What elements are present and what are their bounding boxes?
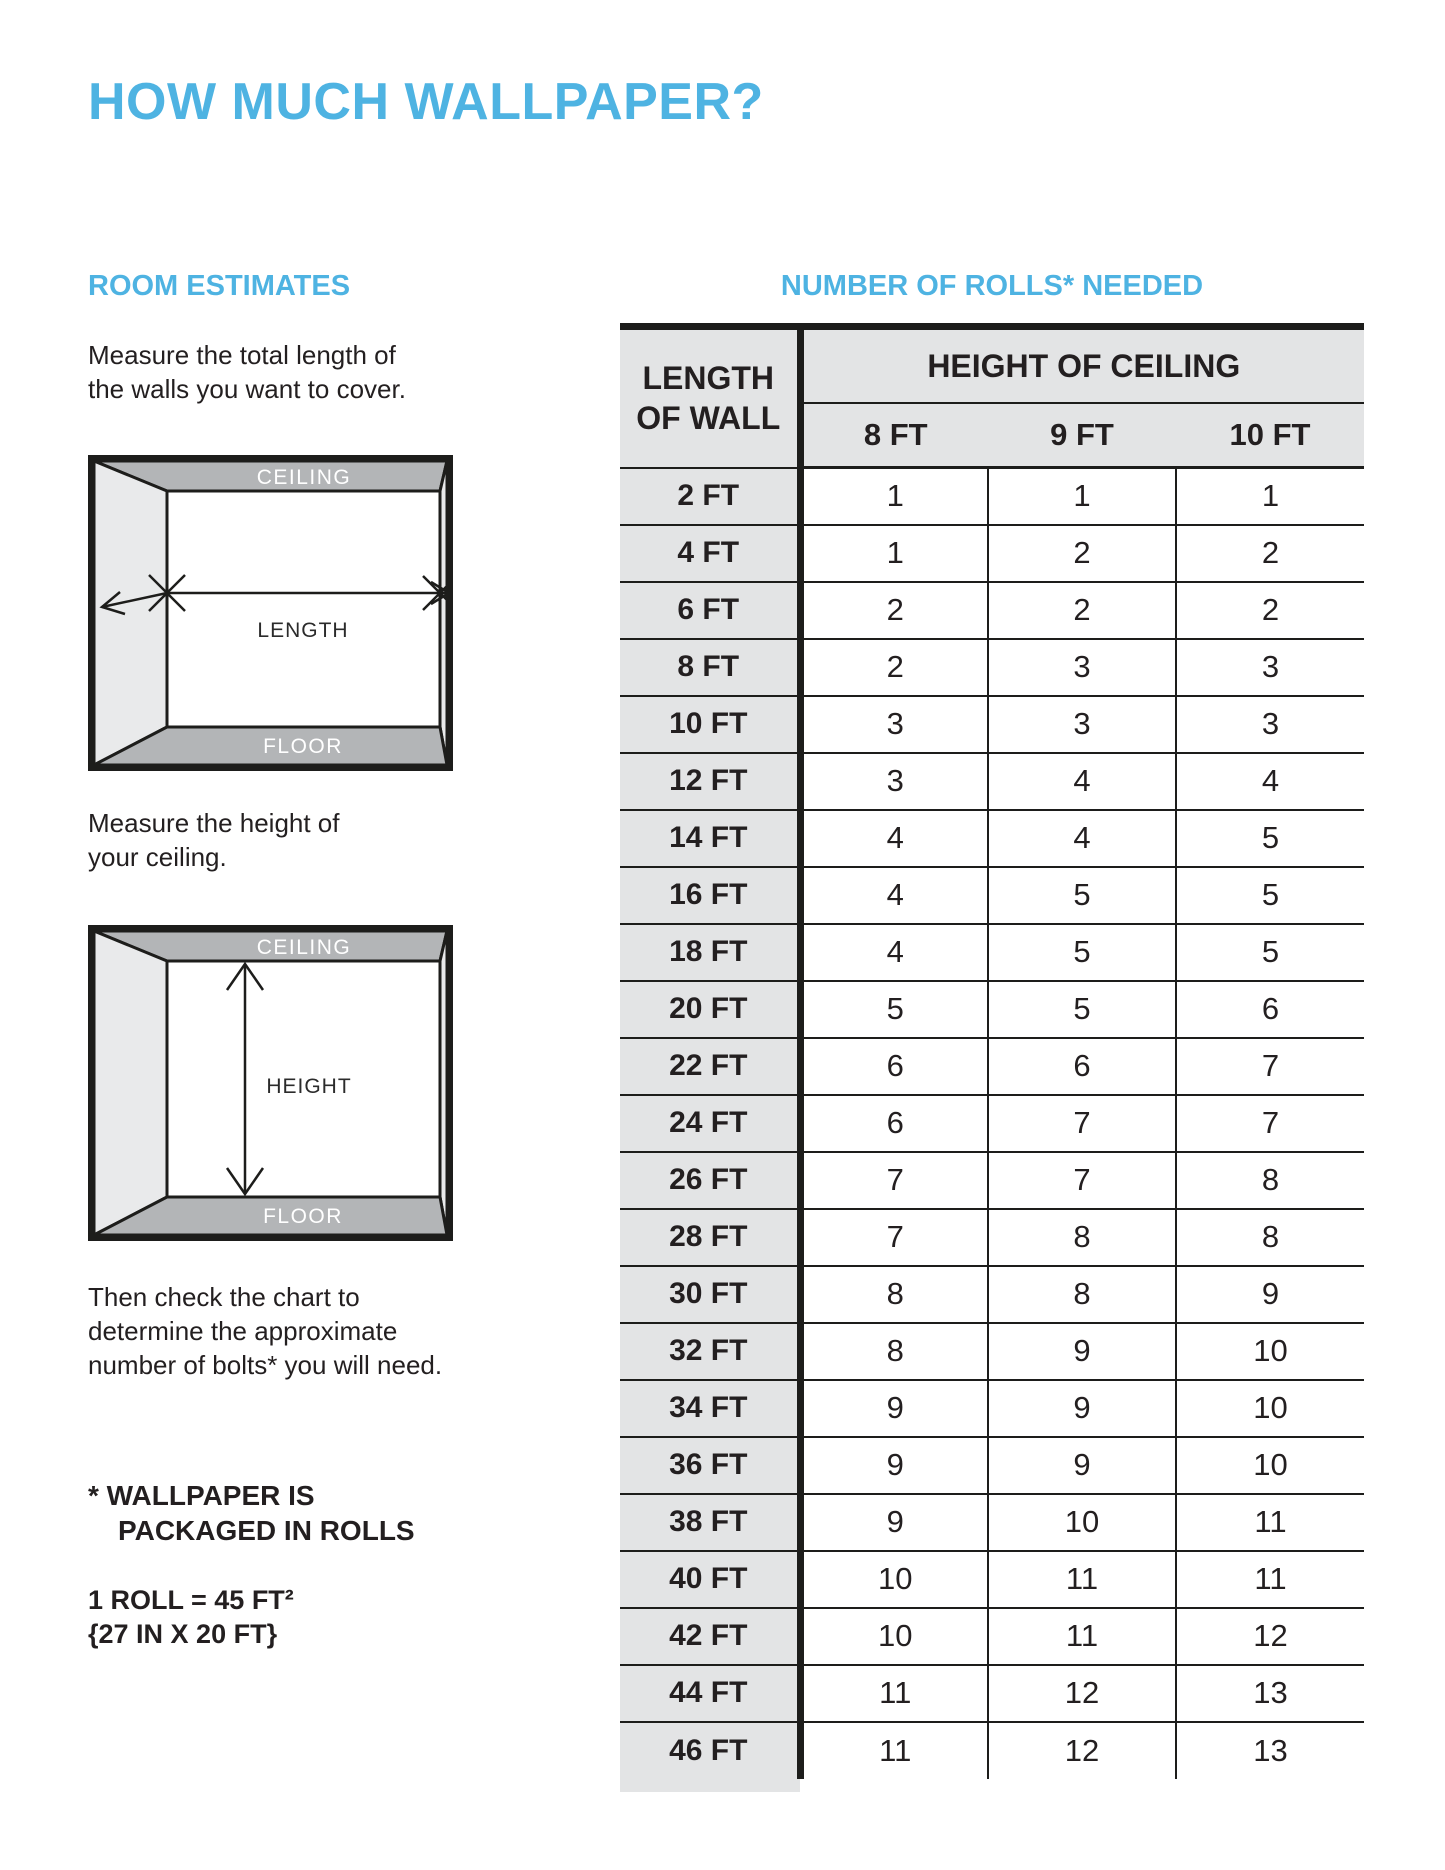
rolls-10ft-cell: 10 [1176,1380,1364,1437]
column-header-9ft: 9 FT [988,403,1176,468]
label-column-underhang [620,1779,800,1792]
rolls-10ft-cell: 6 [1176,981,1364,1038]
left-wall-face [94,931,167,1235]
room-length-diagram [88,455,453,771]
rolls-8ft-cell: 4 [800,924,988,981]
rolls-9ft-cell: 3 [988,696,1176,753]
rolls-9ft-cell: 2 [988,525,1176,582]
rolls-10ft-cell: 13 [1176,1665,1364,1722]
rolls-8ft-cell: 9 [800,1494,988,1551]
rolls-8ft-cell: 3 [800,696,988,753]
rolls-8ft-cell: 10 [800,1608,988,1665]
rolls-9ft-cell: 12 [988,1722,1176,1779]
rolls-9ft-cell: 7 [988,1095,1176,1152]
table-row [620,639,1364,696]
wall-length-cell: 16 FT [620,867,800,924]
table-row [620,1494,1364,1551]
height-label: HEIGHT [266,1075,352,1098]
length-of-wall-line: LENGTH [642,360,775,397]
room-estimates-heading: ROOM ESTIMATES [88,270,351,302]
table-row [620,1323,1364,1380]
wall-length-cell: 28 FT [620,1209,800,1266]
floor-label: FLOOR [263,735,343,758]
table-row [620,525,1364,582]
left-wall-face [94,461,167,765]
rolls-10ft-cell: 5 [1176,810,1364,867]
rolls-8ft-cell: 1 [800,468,988,525]
rolls-9ft-cell: 8 [988,1209,1176,1266]
wall-length-cell: 6 FT [620,582,800,639]
column-header-8ft: 8 FT [800,403,988,468]
wall-length-cell: 2 FT [620,468,800,525]
rolls-9ft-cell: 10 [988,1494,1176,1551]
table-row [620,1095,1364,1152]
ceiling-label: CEILING [256,466,352,489]
floor-label: FLOOR [263,1205,343,1228]
rolls-9ft-cell: 5 [988,981,1176,1038]
table-row [620,810,1364,867]
rolls-10ft-cell: 8 [1176,1152,1364,1209]
page-title: HOW MUCH WALLPAPER? [88,73,764,131]
rolls-9ft-cell: 6 [988,1038,1176,1095]
wall-length-cell: 26 FT [620,1152,800,1209]
rolls-footnote [88,1478,415,1548]
rolls-9ft-cell: 9 [988,1380,1176,1437]
table-row [620,867,1364,924]
wall-length-cell: 12 FT [620,753,800,810]
instruction-line: Measure the total length of [88,340,396,370]
roll-size-info [88,1583,294,1651]
wall-length-cell: 40 FT [620,1551,800,1608]
rolls-8ft-cell: 7 [800,1152,988,1209]
wall-length-cell: 18 FT [620,924,800,981]
table-row [620,1665,1364,1722]
instruction-check-chart [88,1280,442,1382]
instruction-measure-height [88,806,340,874]
instruction-line: your ceiling. [88,842,227,872]
rolls-8ft-cell: 10 [800,1551,988,1608]
rolls-9ft-cell: 7 [988,1152,1176,1209]
table-row [620,1152,1364,1209]
ceiling-label: CEILING [256,936,352,959]
instruction-measure-length [88,338,406,406]
rolls-8ft-cell: 9 [800,1380,988,1437]
rolls-10ft-cell: 13 [1176,1722,1364,1779]
rolls-10ft-cell: 10 [1176,1437,1364,1494]
rolls-10ft-cell: 11 [1176,1551,1364,1608]
rolls-10ft-cell: 12 [1176,1608,1364,1665]
rolls-9ft-cell: 8 [988,1266,1176,1323]
wall-length-cell: 14 FT [620,810,800,867]
rolls-9ft-cell: 4 [988,810,1176,867]
wall-length-cell: 22 FT [620,1038,800,1095]
rolls-10ft-cell: 7 [1176,1038,1364,1095]
wall-length-cell: 10 FT [620,696,800,753]
rolls-8ft-cell: 5 [800,981,988,1038]
length-label: LENGTH [257,619,349,642]
rolls-8ft-cell: 4 [800,810,988,867]
rolls-9ft-cell: 5 [988,924,1176,981]
rolls-9ft-cell: 9 [988,1323,1176,1380]
table-row [620,582,1364,639]
rolls-9ft-cell: 11 [988,1551,1176,1608]
footnote-line: * WALLPAPER IS [88,1480,315,1511]
instruction-line: Then check the chart to [88,1282,360,1312]
rolls-8ft-cell: 6 [800,1038,988,1095]
instruction-line: determine the approximate [88,1316,398,1346]
rolls-needed-heading: NUMBER OF ROLLS* NEEDED [780,270,1204,302]
rolls-10ft-cell: 4 [1176,753,1364,810]
rolls-8ft-cell: 11 [800,1722,988,1779]
wall-length-cell: 8 FT [620,639,800,696]
rolls-8ft-cell: 2 [800,582,988,639]
rolls-8ft-cell: 8 [800,1323,988,1380]
wall-length-cell: 38 FT [620,1494,800,1551]
length-of-wall-header [620,327,800,468]
rolls-table-wrap [620,323,1364,1792]
rolls-10ft-cell: 3 [1176,696,1364,753]
table-row [620,1437,1364,1494]
rolls-9ft-cell: 12 [988,1665,1176,1722]
wall-length-cell: 4 FT [620,525,800,582]
wall-length-cell: 30 FT [620,1266,800,1323]
rolls-10ft-cell: 11 [1176,1494,1364,1551]
table-row [620,1551,1364,1608]
rolls-10ft-cell: 2 [1176,525,1364,582]
rolls-9ft-cell: 4 [988,753,1176,810]
column-header-10ft: 10 FT [1176,403,1364,468]
room-height-diagram [88,925,453,1241]
rolls-10ft-cell: 9 [1176,1266,1364,1323]
rolls-9ft-cell: 3 [988,639,1176,696]
rolls-8ft-cell: 2 [800,639,988,696]
wall-length-cell: 20 FT [620,981,800,1038]
rolls-8ft-cell: 1 [800,525,988,582]
wall-length-cell: 32 FT [620,1323,800,1380]
table-row [620,1380,1364,1437]
rolls-9ft-cell: 5 [988,867,1176,924]
rolls-8ft-cell: 6 [800,1095,988,1152]
wall-length-cell: 44 FT [620,1665,800,1722]
instruction-line: the walls you want to cover. [88,374,406,404]
rolls-8ft-cell: 9 [800,1437,988,1494]
rolls-10ft-cell: 3 [1176,639,1364,696]
table-row [620,981,1364,1038]
rolls-10ft-cell: 5 [1176,924,1364,981]
rolls-8ft-cell: 11 [800,1665,988,1722]
roll-dimensions-line: {27 IN X 20 FT} [88,1619,278,1649]
wall-length-cell: 46 FT [620,1722,800,1779]
table-row [620,1608,1364,1665]
wall-length-cell: 42 FT [620,1608,800,1665]
table-row [620,1209,1364,1266]
table-row [620,924,1364,981]
rolls-8ft-cell: 8 [800,1266,988,1323]
rolls-10ft-cell: 10 [1176,1323,1364,1380]
instruction-line: Measure the height of [88,808,340,838]
rolls-9ft-cell: 9 [988,1437,1176,1494]
wall-length-cell: 34 FT [620,1380,800,1437]
rolls-8ft-cell: 7 [800,1209,988,1266]
table-row [620,468,1364,525]
wall-length-cell: 24 FT [620,1095,800,1152]
rolls-9ft-cell: 2 [988,582,1176,639]
back-wall-face [167,491,440,727]
rolls-10ft-cell: 7 [1176,1095,1364,1152]
rolls-10ft-cell: 1 [1176,468,1364,525]
table-row [620,1722,1364,1779]
table-row [620,696,1364,753]
instruction-line: number of bolts* you will need. [88,1350,443,1380]
table-row [620,753,1364,810]
rolls-table [620,323,1364,1779]
height-of-ceiling-header: HEIGHT OF CEILING [800,327,1364,404]
rolls-8ft-cell: 4 [800,867,988,924]
rolls-9ft-cell: 1 [988,468,1176,525]
table-header-row-group [620,327,1364,404]
rolls-8ft-cell: 3 [800,753,988,810]
wall-length-cell: 36 FT [620,1437,800,1494]
footnote-line: PACKAGED IN ROLLS [118,1515,415,1546]
roll-area-line: 1 ROLL = 45 FT² [88,1585,294,1615]
rolls-10ft-cell: 5 [1176,867,1364,924]
table-row [620,1266,1364,1323]
table-row [620,1038,1364,1095]
rolls-10ft-cell: 8 [1176,1209,1364,1266]
length-of-wall-line: OF WALL [636,400,781,437]
rolls-9ft-cell: 11 [988,1608,1176,1665]
rolls-10ft-cell: 2 [1176,582,1364,639]
